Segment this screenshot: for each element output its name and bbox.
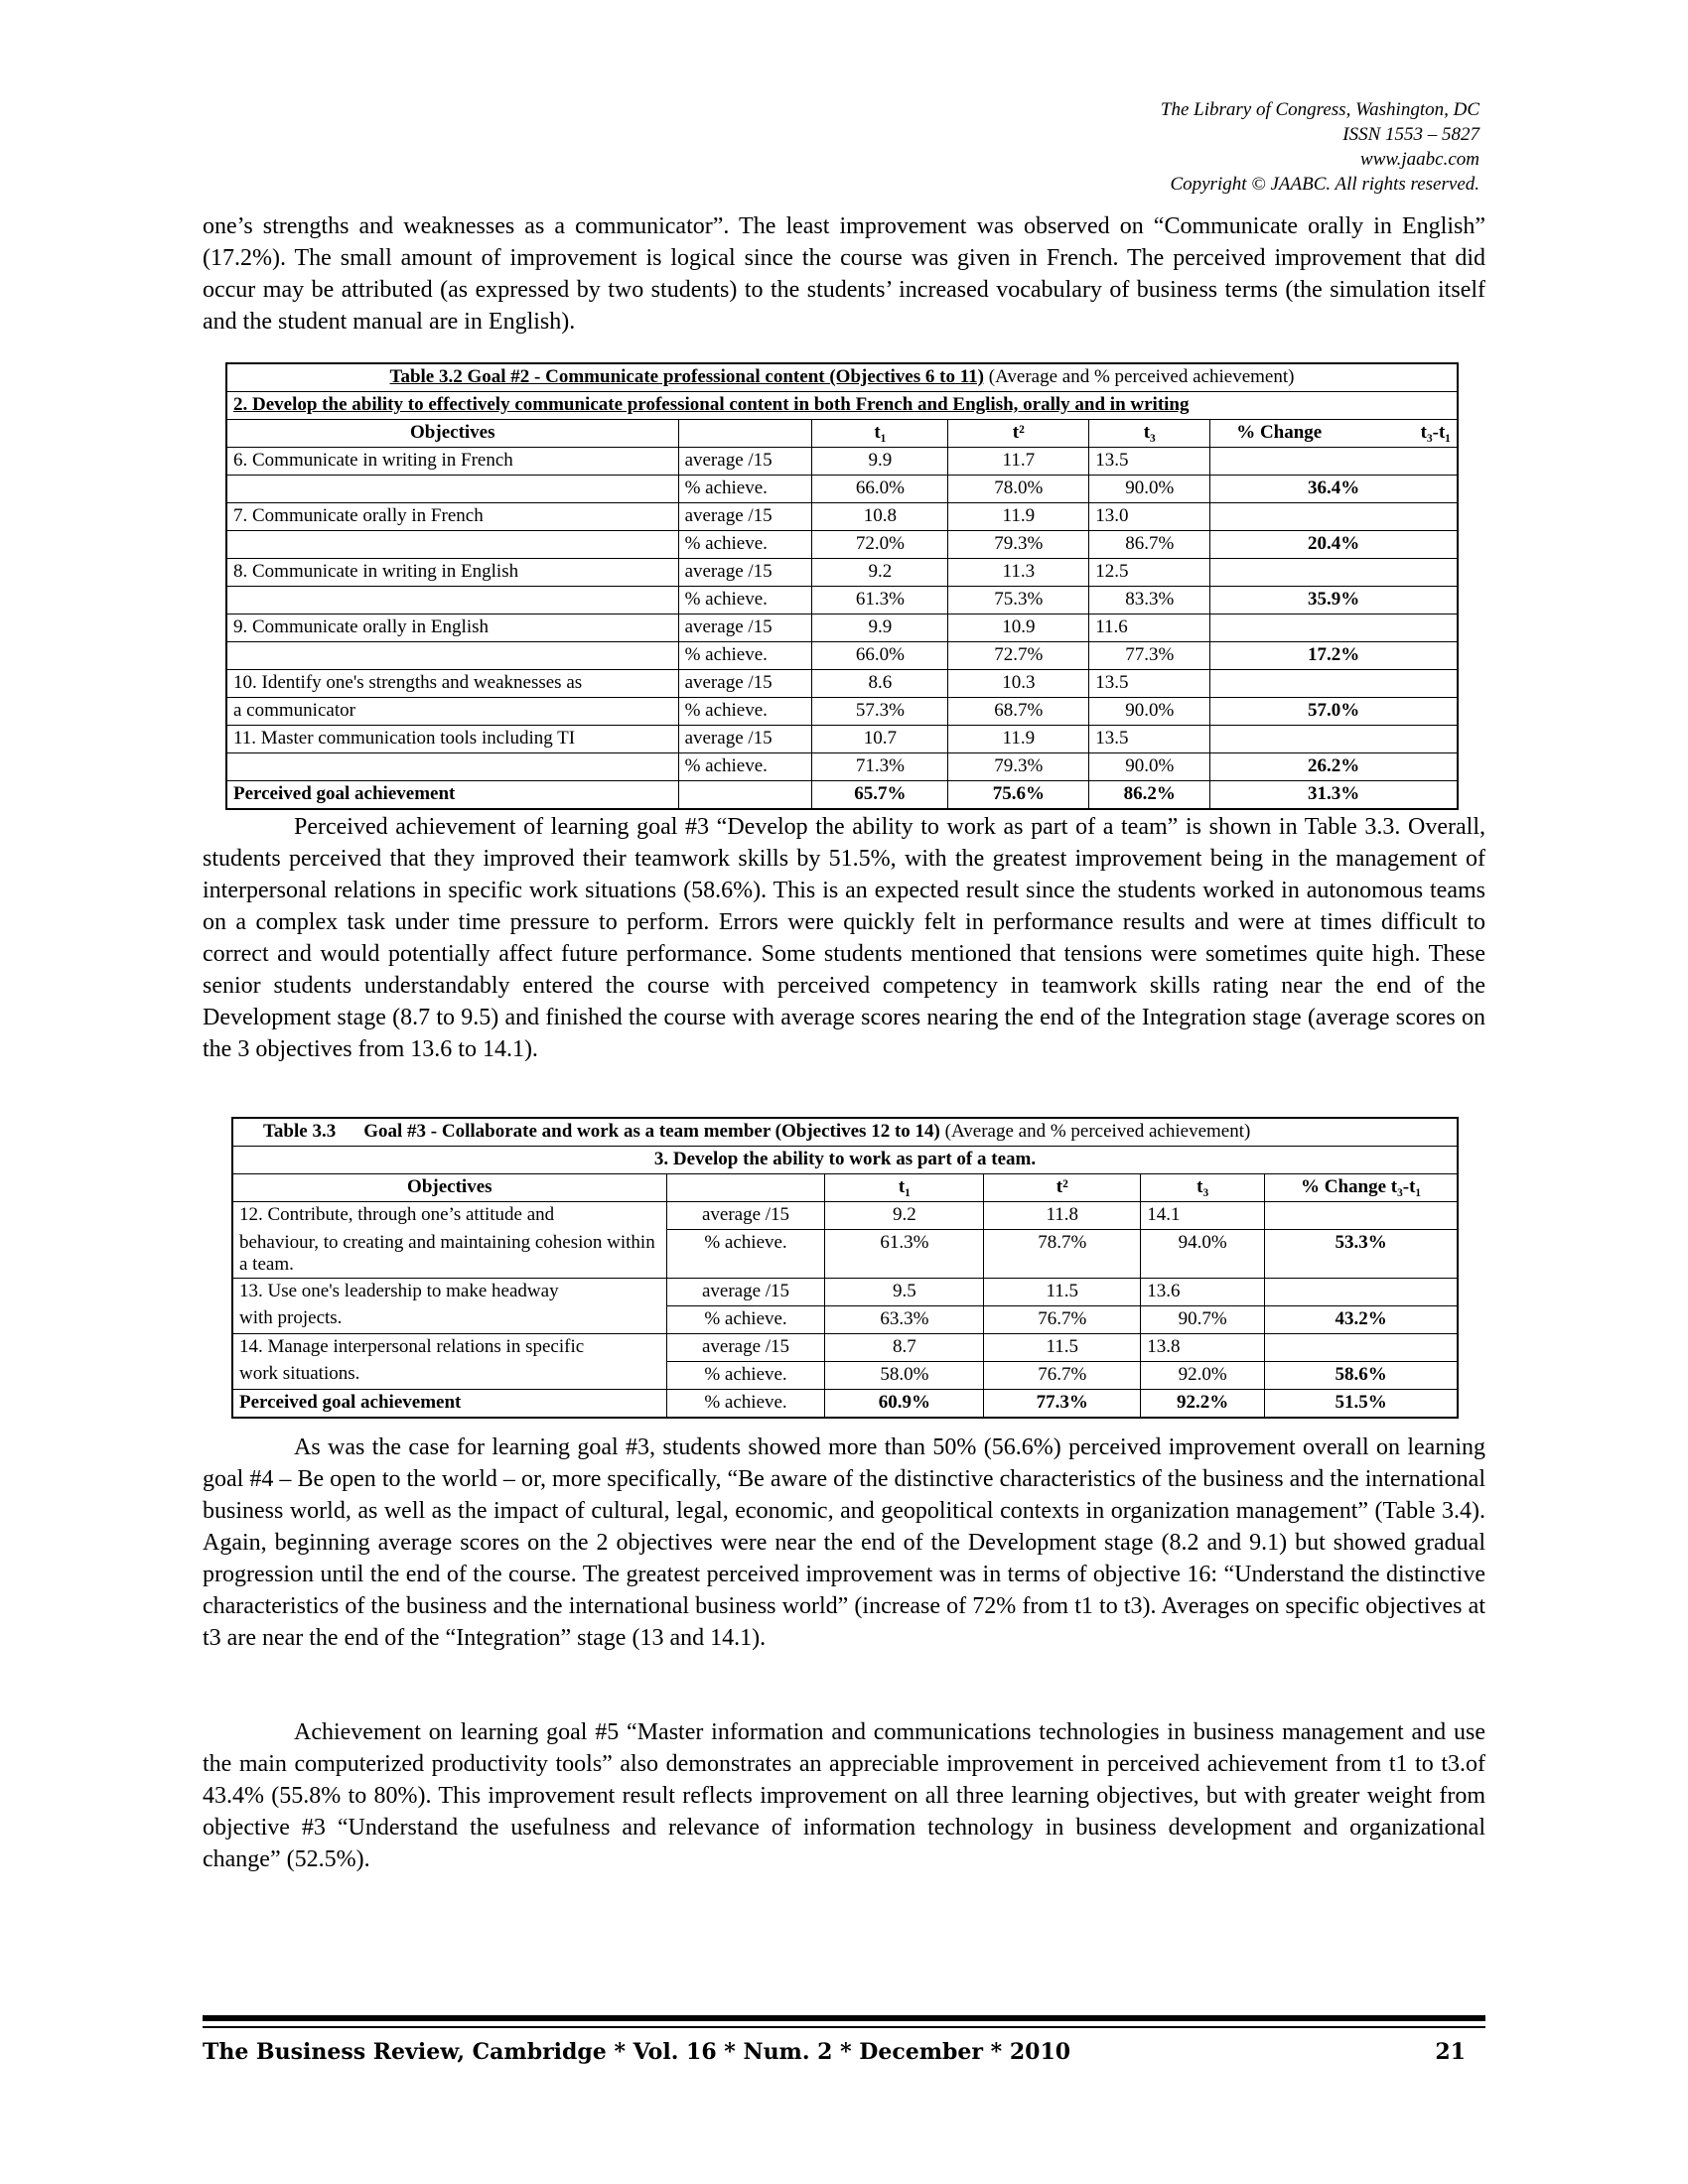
measure-label: % achieve.	[678, 476, 812, 503]
value-cell: 86.7%	[1089, 531, 1210, 559]
col-header-objectives: Objectives	[227, 420, 679, 448]
value-cell: 8.6	[812, 670, 948, 698]
measure-label: average /15	[678, 559, 812, 587]
change-cell: 26.2%	[1210, 753, 1458, 781]
table-row	[227, 642, 1458, 670]
value-cell: 11.7	[948, 448, 1089, 476]
table-3-3	[232, 1118, 1458, 1418]
change-cell: 57.0%	[1210, 698, 1458, 726]
measure-label: average /15	[678, 614, 812, 642]
value-cell: 11.3	[948, 559, 1089, 587]
table-row	[233, 1333, 1458, 1361]
measure-label: % achieve.	[666, 1305, 825, 1333]
paragraph-3: As was the case for learning goal #3, students showed more than 50% (56.6%) perceived improvement overall on learning goal #4 – Be open to the world – or, more specifically, “Be aware of the distinctive characteristics of the business and the international business world, as well as the impact of cultural, legal, economic, and geopolitical contexts in organization management” (Table 3.4). Again, beginning average scores on the 2 objectives were near the end of the Development stage (8.2 and 9.1) but showed gradual progression until the end of the course. The greatest perceived improvement was in terms of objective 16: “Understand the distinctive characteristics of the business and the international business world” (increase of 72% from t1 to t3). Averages on specific objectives at t3 are near the end of the “Integration” stage (13 and 14.1).	[203, 1434, 1485, 1651]
table-3-2	[226, 363, 1458, 809]
value-cell: 90.0%	[1089, 476, 1210, 503]
value-cell: 66.0%	[812, 642, 948, 670]
value-cell: 11.6	[1089, 614, 1210, 642]
value-cell: 83.3%	[1089, 587, 1210, 614]
value-cell: 13.5	[1089, 448, 1210, 476]
objective-cell: 14. Manage interpersonal relations in specific	[233, 1333, 667, 1361]
value-cell: 13.0	[1089, 503, 1210, 531]
objective-cell: work situations.	[233, 1361, 667, 1389]
objective-cell: 8. Communicate in writing in English	[227, 559, 679, 587]
page-footer	[203, 2039, 1485, 2065]
change-cell	[1265, 1202, 1458, 1230]
value-cell: 72.0%	[812, 531, 948, 559]
table-row	[233, 1305, 1458, 1333]
objective-cell	[227, 476, 679, 503]
value-cell: 11.9	[948, 503, 1089, 531]
objective-cell: 6. Communicate in writing in French	[227, 448, 679, 476]
change-cell: 35.9%	[1210, 587, 1458, 614]
header-line-1: The Library of Congress, Washington, DC	[1160, 99, 1479, 120]
value-cell: 90.7%	[1141, 1305, 1265, 1333]
change-cell: 43.2%	[1265, 1305, 1458, 1333]
table-title: Table 3.2 Goal #2 - Communicate professional content (Objectives 6 to 11) (Average and % perceived achievement)	[227, 364, 1458, 392]
value-cell: 12.5	[1089, 559, 1210, 587]
table-row	[233, 1278, 1458, 1305]
table-row	[227, 726, 1458, 753]
objective-cell	[227, 753, 679, 781]
value-cell: 10.3	[948, 670, 1089, 698]
objective-cell: 11. Master communication tools including TI	[227, 726, 679, 753]
change-cell	[1210, 448, 1458, 476]
table-row	[233, 1230, 1458, 1279]
measure-label: average /15	[678, 448, 812, 476]
table-row	[233, 1202, 1458, 1230]
value-cell: 11.5	[984, 1333, 1141, 1361]
table-row	[227, 698, 1458, 726]
paragraph-4: Achievement on learning goal #5 “Master information and communications technologies in business management and use the main computerized productivity tools” also demonstrates an appreciable improvement in perceived achievement from t1 to t3.of 43.4% (55.8% to 80%). This improvement result reflects improvement on all three learning objectives, but with greater weight from objective #3 “Understand the usefulness and relevance of information technology in business development and organizational change” (52.5%).	[203, 1719, 1485, 1872]
value-cell: 90.0%	[1089, 753, 1210, 781]
value-cell: 9.2	[812, 559, 948, 587]
value-cell: 10.9	[948, 614, 1089, 642]
journal-header	[1161, 97, 1479, 197]
measure-label: % achieve.	[666, 1230, 825, 1279]
objective-cell: with projects.	[233, 1305, 667, 1333]
col-header-t1: t₁	[812, 420, 948, 448]
objective-cell: 10. Identify one's strengths and weaknesses as	[227, 670, 679, 698]
table-total-row: Perceived goal achievement 65.7% 75.6% 86.2% 31.3%	[227, 781, 1458, 809]
value-cell: 13.8	[1141, 1333, 1265, 1361]
table-total-row: Perceived goal achievement % achieve. 60.9% 77.3% 92.2% 51.5%	[233, 1389, 1458, 1417]
change-cell	[1210, 559, 1458, 587]
value-cell: 13.5	[1089, 726, 1210, 753]
change-cell	[1210, 670, 1458, 698]
value-cell: 10.8	[812, 503, 948, 531]
measure-label: average /15	[666, 1278, 825, 1305]
table-subtitle: 3. Develop the ability to work as part of a team.	[233, 1147, 1458, 1174]
value-cell: 11.9	[948, 726, 1089, 753]
objective-cell: a communicator	[227, 698, 679, 726]
col-header-t2: t²	[948, 420, 1089, 448]
value-cell: 71.3%	[812, 753, 948, 781]
value-cell: 8.7	[825, 1333, 984, 1361]
footer-rule	[203, 2015, 1485, 2021]
measure-label: % achieve.	[678, 642, 812, 670]
measure-label: % achieve.	[678, 587, 812, 614]
measure-label: average /15	[666, 1202, 825, 1230]
value-cell: 90.0%	[1089, 698, 1210, 726]
value-cell: 79.3%	[948, 531, 1089, 559]
value-cell: 14.1	[1141, 1202, 1265, 1230]
value-cell: 10.7	[812, 726, 948, 753]
measure-label: % achieve.	[678, 531, 812, 559]
measure-label: average /15	[678, 503, 812, 531]
value-cell: 76.7%	[984, 1361, 1141, 1389]
measure-label: % achieve.	[678, 753, 812, 781]
objective-cell: 12. Contribute, through one’s attitude and	[233, 1202, 667, 1230]
table-row	[227, 753, 1458, 781]
table-row	[227, 476, 1458, 503]
value-cell: 57.3%	[812, 698, 948, 726]
paragraph-1: one’s strengths and weaknesses as a communicator”. The least improvement was observed on “Communicate orally in English” (17.2%). The small amount of improvement is logical since the course was given in French. The perceived improvement that did occur may be attributed (as expressed by two students) to the students’ increased vocabulary of business terms (the simulation itself and the student manual are in English).	[203, 213, 1485, 335]
objective-cell	[227, 531, 679, 559]
change-cell	[1210, 726, 1458, 753]
value-cell: 13.6	[1141, 1278, 1265, 1305]
table-header-row	[227, 420, 1458, 448]
table-title: Table 3.3 Goal #3 - Collaborate and work as a team member (Objectives 12 to 14) (Average and % perceived achievement)	[233, 1119, 1458, 1147]
value-cell: 9.2	[825, 1202, 984, 1230]
value-cell: 68.7%	[948, 698, 1089, 726]
value-cell: 77.3%	[1089, 642, 1210, 670]
value-cell: 63.3%	[825, 1305, 984, 1333]
change-cell	[1265, 1333, 1458, 1361]
change-cell: 20.4%	[1210, 531, 1458, 559]
measure-label: average /15	[678, 670, 812, 698]
objective-cell: 9. Communicate orally in English	[227, 614, 679, 642]
table-row	[227, 531, 1458, 559]
table-row	[227, 559, 1458, 587]
col-header-t3: t₃	[1089, 420, 1210, 448]
table-row	[227, 670, 1458, 698]
col-header-change: % Change t₃-t₁	[1210, 420, 1458, 448]
change-cell	[1210, 614, 1458, 642]
value-cell: 72.7%	[948, 642, 1089, 670]
objective-cell	[227, 642, 679, 670]
measure-label: average /15	[678, 726, 812, 753]
value-cell: 9.9	[812, 448, 948, 476]
objective-cell: 7. Communicate orally in French	[227, 503, 679, 531]
header-line-3: www.jaabc.com	[1360, 149, 1479, 170]
value-cell: 13.5	[1089, 670, 1210, 698]
objective-cell: 13. Use one's leadership to make headway	[233, 1278, 667, 1305]
journal-footer: The Business Review, Cambridge * Vol. 16 * Num. 2 * December * 2010	[203, 2039, 1071, 2065]
page-number: 21	[1435, 2039, 1466, 2065]
value-cell: 58.0%	[825, 1361, 984, 1389]
objective-cell	[227, 587, 679, 614]
change-cell	[1210, 503, 1458, 531]
measure-label: average /15	[666, 1333, 825, 1361]
change-cell: 36.4%	[1210, 476, 1458, 503]
value-cell: 78.0%	[948, 476, 1089, 503]
value-cell: 66.0%	[812, 476, 948, 503]
value-cell: 92.0%	[1141, 1361, 1265, 1389]
table-subtitle: 2. Develop the ability to effectively communicate professional content in both French and English, orally and in writing	[227, 392, 1458, 420]
objective-cell: behaviour, to creating and maintaining cohesion within a team.	[233, 1230, 667, 1279]
value-cell: 9.5	[825, 1278, 984, 1305]
value-cell: 78.7%	[984, 1230, 1141, 1279]
measure-label: % achieve.	[666, 1361, 825, 1389]
change-cell	[1265, 1278, 1458, 1305]
value-cell: 9.9	[812, 614, 948, 642]
value-cell: 61.3%	[812, 587, 948, 614]
value-cell: 94.0%	[1141, 1230, 1265, 1279]
change-cell: 53.3%	[1265, 1230, 1458, 1279]
change-cell: 17.2%	[1210, 642, 1458, 670]
footer-rule-thin	[203, 2026, 1485, 2028]
value-cell: 11.5	[984, 1278, 1141, 1305]
header-line-4: Copyright © JAABC. All rights reserved.	[1170, 174, 1479, 195]
table-row	[233, 1361, 1458, 1389]
value-cell: 11.8	[984, 1202, 1141, 1230]
paragraph-2: Perceived achievement of learning goal #3 “Develop the ability to work as part of a team” is shown in Table 3.3. Overall, students perceived that they improved their teamwork skills by 51.5%, with the greatest improvement being in the management of interpersonal relations in specific work situations (58.6%). This is an expected result since the students worked in autonomous teams on a complex task under time pressure to perform. Errors were quickly felt in performance results and were at times difficult to correct and would potentially affect future performance. Some students mentioned that tensions were sometimes quite high. These senior students understandably entered the course with perceived competency in teamwork skills rating near the end of the Development stage (8.7 to 9.5) and finished the course with average scores nearing the end of the Integration stage (average scores on the 3 objectives from 13.6 to 14.1).	[203, 814, 1485, 1062]
change-cell: 58.6%	[1265, 1361, 1458, 1389]
table-header-row: Objectives t₁ t² t₃ % Change t₃-t₁	[233, 1174, 1458, 1202]
value-cell: 79.3%	[948, 753, 1089, 781]
header-line-2: ISSN 1553 – 5827	[1342, 124, 1479, 145]
measure-label: % achieve.	[678, 698, 812, 726]
table-row	[227, 448, 1458, 476]
table-row	[227, 587, 1458, 614]
value-cell: 75.3%	[948, 587, 1089, 614]
table-row	[227, 614, 1458, 642]
table-row	[227, 503, 1458, 531]
value-cell: 61.3%	[825, 1230, 984, 1279]
value-cell: 76.7%	[984, 1305, 1141, 1333]
